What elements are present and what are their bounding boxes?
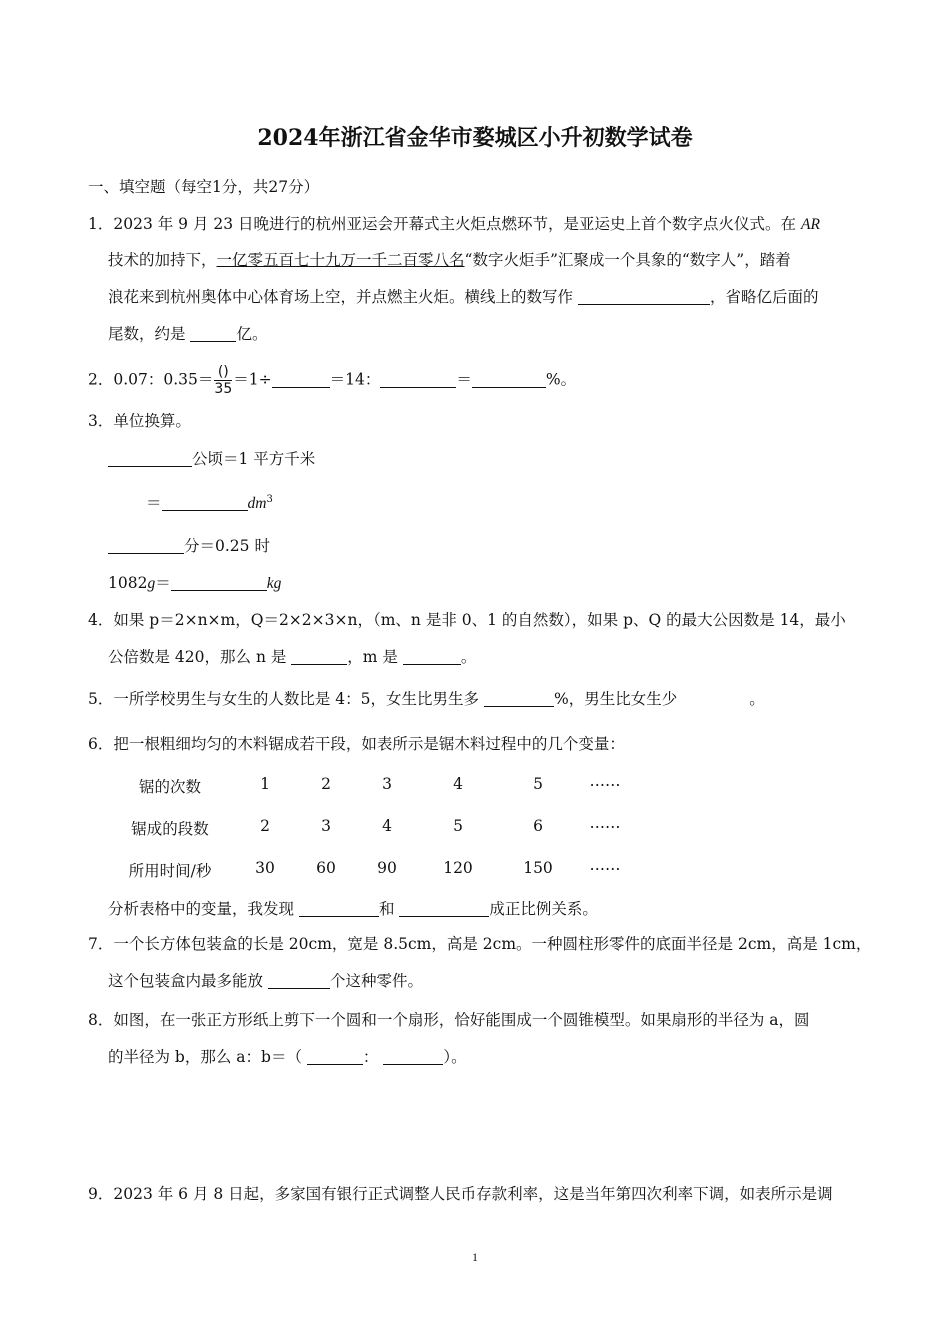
q1-number: 1．: [88, 215, 114, 233]
answer-blank[interactable]: [472, 371, 546, 388]
table-cell: 5: [533, 775, 543, 793]
q1-line2: 技术的加持下，一亿零五百七十九万一千二百零八名“数字火炬手”汇聚成一个具象的“数字人”，踏着: [108, 251, 791, 269]
q3-row1: 公顷＝1 平方千米: [108, 449, 315, 469]
table-cell: 3: [382, 775, 392, 793]
section-heading: 一、填空题（每空1分，共27分）: [88, 178, 320, 196]
q3-row4: 1082g＝ kg: [108, 574, 282, 592]
q2-line: 2．0.07：0.35＝ $\frac{()}{35}$ ＝1÷ ＝14： ＝ %。: [88, 364, 577, 397]
q9-number: 9．: [88, 1185, 114, 1203]
q6-line: 6．把一根粗细均匀的木料锯成若干段，如表所示是锯木料过程中的几个变量：: [88, 735, 625, 753]
table-cell: 4: [382, 817, 392, 835]
q8-line2: 的半径为 b，那么 a：b＝（ ： ）。: [108, 1048, 467, 1066]
answer-blank[interactable]: [399, 900, 489, 917]
table-cell: 150: [523, 859, 553, 877]
q3-number: 3．: [88, 412, 114, 430]
fraction: $\frac{()}{35}$: [214, 364, 233, 397]
answer-blank[interactable]: [578, 288, 710, 305]
table-cell: 4: [453, 775, 463, 793]
table-cell: 5: [453, 817, 463, 835]
table-row-label: 锯的次数: [138, 778, 201, 796]
table-cell: 90: [377, 859, 397, 877]
answer-blank[interactable]: [162, 494, 248, 511]
q1-line3: 浪花来到杭州奥体中心体育场上空，并点燃主火炬。横线上的数写作 ，省略亿后面的: [108, 288, 819, 306]
table-cell: 1: [260, 775, 270, 793]
answer-blank[interactable]: [403, 648, 461, 665]
q6-number: 6．: [88, 735, 114, 753]
answer-blank[interactable]: [108, 450, 192, 467]
table-cell: 2: [321, 775, 331, 793]
q4-number: 4．: [88, 611, 114, 629]
answer-blank[interactable]: [108, 537, 184, 554]
q3-line: 3．单位换算。: [88, 412, 191, 430]
answer-blank[interactable]: [307, 1048, 363, 1065]
q6-after: 分析表格中的变量，我发现 和 成正比例关系。: [108, 900, 598, 918]
q3-row2: ＝ $dm^3$: [146, 494, 273, 513]
answer-blank[interactable]: [380, 371, 456, 388]
answer-blank[interactable]: [268, 972, 330, 989]
table-cell: 60: [316, 859, 336, 877]
table-cell: 30: [255, 859, 275, 877]
table-cell: 120: [443, 859, 473, 877]
q2-number: 2．: [88, 370, 114, 389]
table-cell: ……: [589, 772, 621, 790]
table-row-label: 锯成的段数: [131, 820, 209, 838]
answer-blank[interactable]: [171, 574, 267, 591]
answer-blank[interactable]: [299, 900, 379, 917]
q5-line: 5．一所学校男生与女生的人数比是 4：5，女生比男生多 %，男生比女生少 。: [88, 690, 765, 708]
q7-line1: 7．一个长方体包装盒的长是 20cm，宽是 8.5cm，高是 2cm。一种圆柱形零件的底面半径是 2cm，高是 1cm，: [88, 935, 872, 953]
page-title: 2024年浙江省金华市婺城区小升初数学试卷: [257, 125, 693, 151]
page-number: 1: [472, 1250, 478, 1264]
answer-blank[interactable]: [291, 648, 347, 665]
table-row-label: 所用时间/秒: [128, 862, 212, 880]
table-cell: 3: [321, 817, 331, 835]
q4-line1: 4．如果 p＝2×n×m，Q＝2×2×3×n，（m、n 是非 0、1 的自然数），如果 p、Q 的最大公因数是 14，最小: [88, 611, 846, 629]
q7-number: 7．: [88, 935, 114, 953]
q3-row3: 分＝0.25 时: [108, 536, 270, 556]
table-cell: 2: [260, 817, 270, 835]
answer-blank[interactable]: [383, 1048, 443, 1065]
q1-line1: 1．2023 年 9 月 23 日晚进行的杭州亚运会开幕式主火炬点燃环节，是亚运史上首个数字点火仪式。在 AR: [88, 215, 820, 233]
table-cell: ……: [589, 814, 621, 832]
q1-line4: 尾数，约是 亿。: [108, 325, 268, 343]
q5-number: 5．: [88, 690, 114, 708]
underlined-number-text: 一亿零五百七十九万一千二百零八名: [216, 251, 465, 269]
q7-line2: 这个包装盒内最多能放 个这种零件。: [108, 972, 423, 990]
table-cell: 6: [533, 817, 543, 835]
answer-blank[interactable]: [484, 690, 554, 707]
q4-line2: 公倍数是 420，那么 n 是 ，m 是 。: [108, 648, 477, 666]
q9-line1: 9．2023 年 6 月 8 日起，多家国有银行正式调整人民币存款利率，这是当年第四次利率下调，如表所示是调: [88, 1185, 833, 1203]
q8-line1: 8．如图，在一张正方形纸上剪下一个圆和一个扇形，恰好能围成一个圆锥模型。如果扇形的半径为 a，圆: [88, 1011, 810, 1029]
q8-number: 8．: [88, 1011, 114, 1029]
table-cell: ……: [589, 856, 621, 874]
answer-blank[interactable]: [272, 371, 330, 388]
answer-blank[interactable]: [190, 325, 236, 342]
